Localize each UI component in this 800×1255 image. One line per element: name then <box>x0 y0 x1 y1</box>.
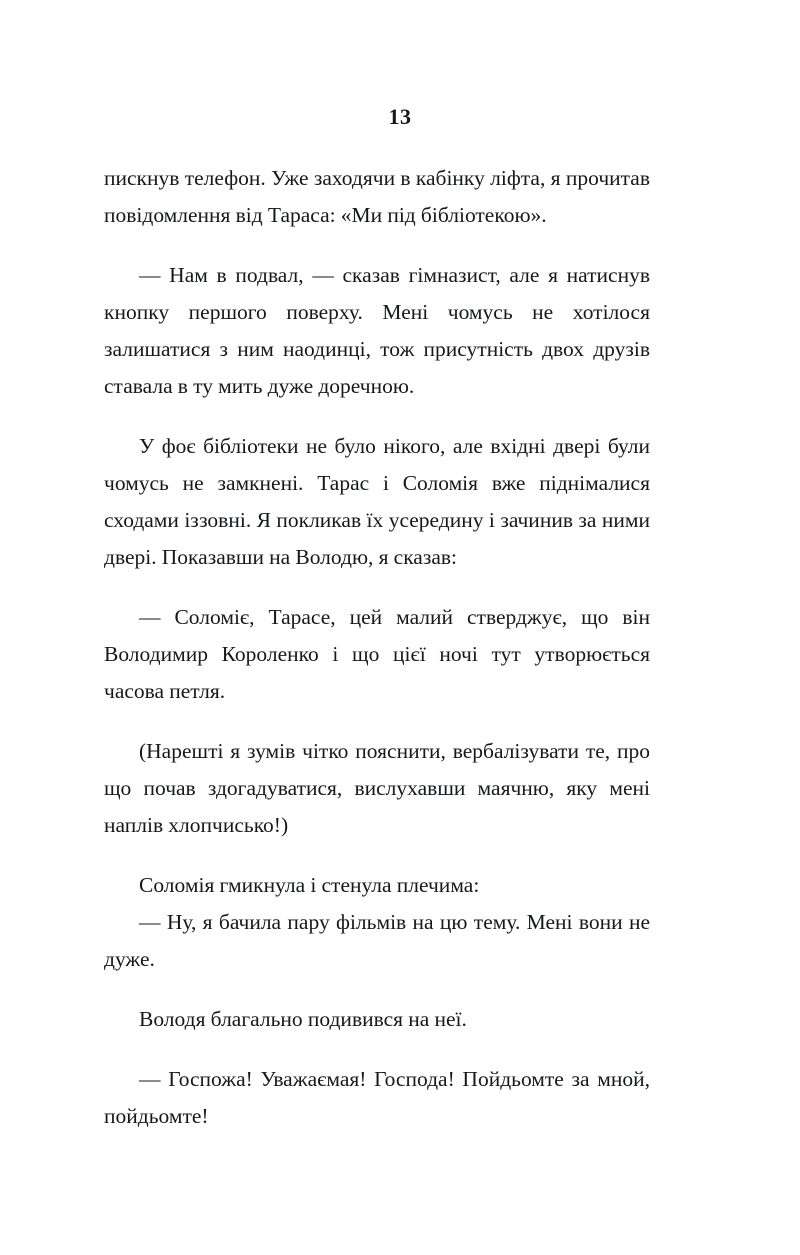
paragraph-foye-biblioteky: У фоє бібліотеки не було нікого, але вхідні двері були чомусь не замкнені. Тарас і Соломія вже піднімалися сходами іззовні. Я покликав їх усередину і зачинив за ними двері. Показавши на Володю, я сказав: <box>104 434 650 569</box>
dialogue-line-reply: — Ну, я бачила пару фільмів на цю тему. Мені вони не дуже. <box>104 910 650 971</box>
dialogue-line-attribution: Соломія гмикнула і стенула плечима: <box>139 873 480 897</box>
paragraph-solomiye-tarase: — Соломіє, Тарасе, цей малий стверджує, що він Володимир Короленко і що цієї ночі тут утворюється часова петля. <box>104 605 650 703</box>
paragraph-solomiya-hmyknula <box>104 867 650 978</box>
paragraph-nareshti: (Нарешті я зумів чітко пояснити, вербалізувати те, про що почав здогадуватися, вислухавши маячню, яку мені наплів хлопчисько!) <box>104 739 650 837</box>
paragraph-nam-v-podval: — Нам в подвал, — сказав гімназист, але я натиснув кнопку першого поверху. Мені чомусь не хотілося залишатися з ним наодинці, тож присутність двох друзів ставала в ту мить дуже доречною. <box>104 263 650 398</box>
paragraph-hospozha: — Госпожа! Уважаємая! Господа! Пойдьомте за мной, пойдьомте! <box>104 1067 650 1128</box>
page-number: 13 <box>388 104 412 129</box>
paragraph-volodya-blahalno: Володя благально подивився на неї. <box>139 1007 467 1031</box>
page-text-block <box>104 160 650 1135</box>
paragraph-continuation: пискнув телефон. Уже заходячи в кабінку ліфта, я прочитав повідомлення від Тараса: «Ми під бібліотекою». <box>104 166 650 227</box>
